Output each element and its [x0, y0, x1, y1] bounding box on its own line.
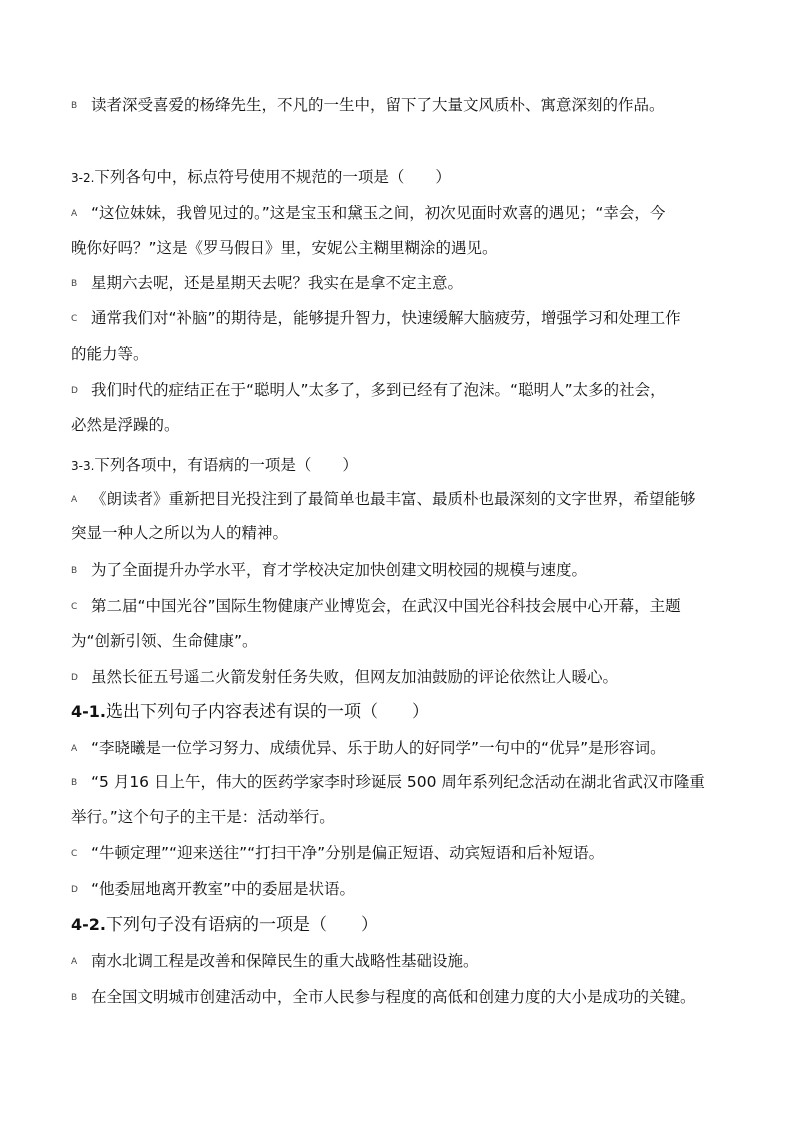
question-number: 3-3. [71, 459, 95, 473]
option-marker: B [71, 777, 78, 788]
option-marker: B [71, 565, 78, 576]
option-line [71, 879, 355, 900]
option-line [71, 95, 665, 116]
line-text: 下列句子没有语病的一项是（ ） [105, 915, 378, 935]
option-line [71, 667, 618, 688]
line-text: 突显一种人之所以为人的精神。 [71, 524, 289, 542]
line-text: “李晓曦是一位学习努力、成绩优异、乐于助人的好同学”一句中的“优异”是形容词。 [91, 739, 666, 757]
line-text: 在全国文明城市创建活动中，全市人民参与程度的高低和创建力度的大小是成功的关键。 [91, 988, 696, 1006]
question-number: 4-2. [71, 915, 106, 934]
line-text: 为“创新引领、生命健康”。 [71, 632, 258, 650]
line-text: 举行。”这个句子的主干是：活动举行。 [71, 808, 335, 826]
option-marker: D [71, 884, 78, 895]
option-line [71, 203, 665, 224]
line-text: “5 月16 日上午，伟大的医药学家李时珍诞辰 500 周年系列纪念活动在湖北省武汉市隆重 [91, 773, 705, 791]
question-line [71, 455, 358, 476]
option-marker: A [71, 743, 78, 754]
option-marker: D [71, 672, 78, 683]
option-line [71, 380, 666, 401]
line-text: 读者深受喜爱的杨绛先生，不凡的一生中，留下了大量文风质朴、寓意深刻的作品。 [91, 96, 665, 114]
line-text: 为了全面提升办学水平，育才学校决定加快创建文明校园的规模与速度。 [91, 561, 588, 579]
option-marker: C [71, 313, 78, 324]
option-line [71, 273, 463, 294]
line-text: 虽然长征五号遥二火箭发射任务失败，但网友加油鼓励的评论依然让人暖心。 [91, 668, 619, 686]
option-marker: B [71, 100, 78, 111]
option-marker: D [71, 385, 78, 396]
option-marker: A [71, 208, 78, 219]
question-number: 4-1. [71, 702, 106, 721]
continuation-line [71, 523, 288, 543]
option-marker: C [71, 848, 78, 859]
option-line [71, 489, 696, 510]
continuation-line [71, 415, 180, 435]
option-marker: C [71, 601, 78, 612]
question-line [71, 167, 451, 188]
line-text: “牛顿定理”“迎来送往”“打扫干净”分别是偏正短语、动宾短语和后补短语。 [91, 844, 605, 862]
line-text: 南水北调工程是改善和保障民生的重大战略性基础设施。 [91, 952, 479, 970]
option-line [71, 772, 705, 793]
line-text: 晚你好吗？”这是《罗马假日》里，安妮公主糊里糊涂的遇见。 [71, 239, 498, 257]
option-marker: B [71, 278, 78, 289]
continuation-line [71, 238, 498, 258]
option-line [71, 987, 696, 1008]
question-line [71, 915, 378, 935]
option-marker: A [71, 956, 78, 967]
line-text: 我们时代的症结正在于“聪明人”太多了，多到已经有了泡沫。“聪明人”太多的社会， [91, 381, 666, 399]
option-line [71, 738, 666, 759]
line-text: 下列各句中，标点符号使用不规范的一项是（ ） [94, 168, 451, 186]
line-text: 的能力等。 [71, 345, 149, 363]
line-text: 《朗读者》重新把目光投注到了最简单也最丰富、最质朴也最深刻的文字世界，希望能够 [91, 490, 696, 508]
option-line [71, 560, 587, 581]
line-text: 星期六去呢，还是星期天去呢？我实在是拿不定主意。 [91, 274, 464, 292]
option-line [71, 308, 681, 329]
option-marker: B [71, 992, 78, 1003]
option-line [71, 843, 604, 864]
line-text: 下列各项中，有语病的一项是（ ） [94, 456, 358, 474]
option-marker: A [71, 494, 78, 505]
question-line [71, 702, 429, 722]
continuation-line [71, 631, 258, 651]
option-line [71, 596, 681, 617]
continuation-line [71, 344, 149, 364]
line-text: 通常我们对“补脑”的期待是，能够提升智力，快速缓解大脑疲劳，增强学习和处理工作 [91, 309, 681, 327]
line-text: “这位妹妹，我曾见过的。”这是宝玉和黛玉之间，初次见面时欢喜的遇见；“幸会，今 [91, 204, 666, 222]
line-text: 第二届“中国光谷”国际生物健康产业博览会，在武汉中国光谷科技会展中心开幕，主题 [91, 597, 681, 615]
line-text: 必然是浮躁的。 [71, 416, 180, 434]
line-text: “他委屈地离开教室”中的委屈是状语。 [91, 880, 356, 898]
option-line [71, 951, 479, 972]
question-number: 3-2. [71, 171, 95, 185]
continuation-line [71, 807, 335, 827]
line-text: 选出下列句子内容表述有误的一项（ ） [105, 702, 429, 722]
